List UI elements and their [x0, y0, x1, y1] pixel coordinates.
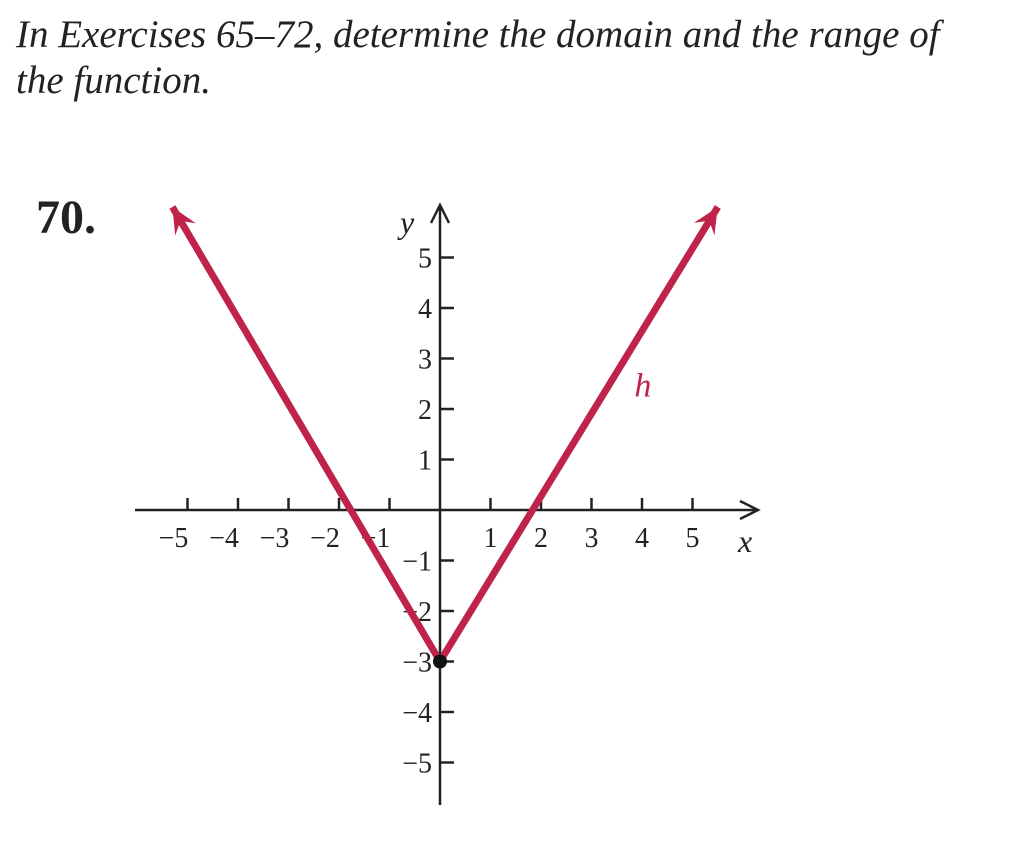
- x-tick-label: 5: [685, 523, 700, 554]
- y-tick-label: −2: [402, 597, 432, 628]
- x-axis-label: x: [738, 523, 753, 559]
- y-tick-label: −1: [402, 546, 432, 578]
- x-tick-label: −3: [259, 523, 290, 554]
- y-tick-label: 2: [418, 395, 432, 426]
- y-tick-label: 3: [418, 344, 432, 376]
- x-tick-label: −1: [360, 523, 391, 554]
- y-tick-label: 5: [418, 243, 432, 275]
- x-tick-label: −5: [158, 523, 189, 554]
- y-tick-label: 1: [418, 445, 432, 477]
- y-axis-label: y: [400, 204, 415, 240]
- x-tick-label: 1: [483, 523, 498, 554]
- vertex-point: [433, 655, 447, 669]
- x-tick-label: −2: [310, 523, 340, 554]
- y-tick-label: 4: [418, 294, 432, 325]
- x-tick-label: 3: [584, 523, 599, 554]
- x-tick-label: 2: [534, 523, 548, 554]
- x-tick-label: 4: [635, 523, 649, 554]
- series-name-label: h: [634, 367, 652, 405]
- x-tick-label: −4: [209, 523, 239, 554]
- y-tick-label: −5: [402, 748, 432, 780]
- instruction-line-1: In Exercises 65–72, determine the domain and the range of: [16, 13, 940, 56]
- series-layer: [172, 207, 717, 669]
- y-tick-label: −4: [402, 698, 432, 729]
- exercise-number: 70.: [36, 191, 96, 244]
- y-tick-label: −3: [402, 647, 432, 679]
- instruction-line-2: the function.: [16, 59, 211, 102]
- series-line-h: [172, 207, 717, 662]
